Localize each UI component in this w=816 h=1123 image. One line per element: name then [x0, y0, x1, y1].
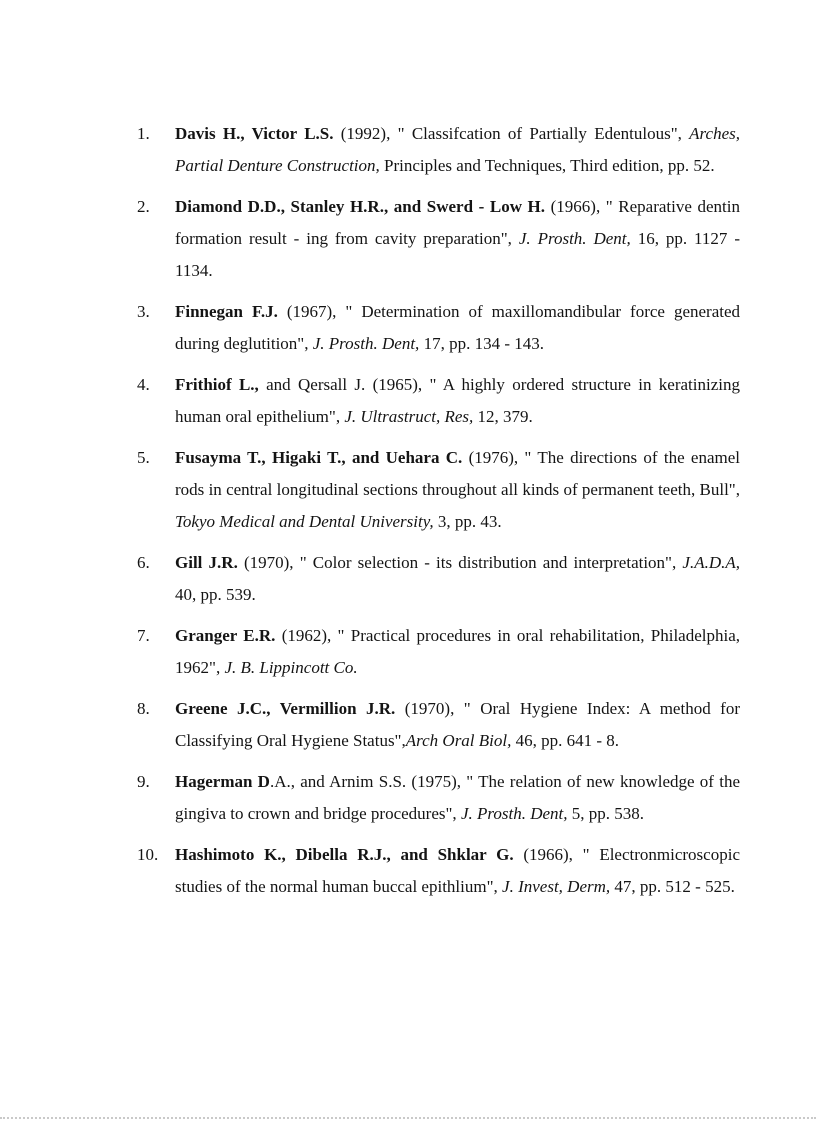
reference-number: 2. — [137, 197, 150, 216]
reference-text-segment: (1970), " Color selection - its distribution and interpretation", — [237, 553, 683, 572]
reference-text-segment: Gill J.R. — [175, 553, 238, 572]
reference-text-segment: Diamond D.D., Stanley H.R., and Swerd - Low H. — [175, 197, 546, 216]
reference-text-segment: 47, pp. 512 - 525. — [610, 877, 735, 896]
reference-text — [175, 620, 740, 684]
reference-text — [175, 693, 740, 757]
reference-text-segment: J.A.D.A, — [682, 553, 740, 572]
reference-item — [137, 296, 740, 360]
reference-text — [175, 118, 740, 182]
reference-text-segment: Finnegan F.J. — [175, 302, 278, 321]
reference-text — [175, 442, 740, 538]
reference-text-segment: 16, pp. 1127 - 1134. — [175, 229, 740, 280]
reference-number: 4. — [137, 375, 150, 394]
reference-number: 5. — [137, 448, 150, 467]
reference-number: 9. — [137, 772, 150, 791]
reference-text-segment: (1962), " Practical procedures in oral rehabilitation, Philadelphia, 1962", — [175, 626, 740, 677]
reference-text-segment: 3, pp. 43. — [433, 512, 502, 531]
reference-item — [137, 839, 740, 903]
reference-text — [175, 296, 740, 360]
reference-text-segment: (1966), " Reparative dentin formation result - ing from cavity preparation", — [175, 197, 740, 248]
reference-text-segment: J. B. Lippincott Co. — [224, 658, 358, 677]
reference-text-segment: 40, pp. 539. — [175, 585, 256, 604]
reference-text-segment: (1992), " Classifcation of Partially Edentulous", — [333, 124, 690, 143]
reference-text-segment: 17, pp. 134 - 143. — [419, 334, 544, 353]
reference-text-segment: Frithiof L., — [175, 375, 259, 394]
reference-text-segment: Granger E.R. — [175, 626, 276, 645]
reference-text-segment: 12, 379. — [473, 407, 533, 426]
reference-number: 8. — [137, 699, 150, 718]
reference-text-segment: J. Prosth. Dent, — [518, 229, 631, 248]
reference-item — [137, 369, 740, 433]
reference-text-segment: Fusayma T., Higaki T., and Uehara C. — [175, 448, 463, 467]
reference-text — [175, 766, 740, 830]
reference-item — [137, 118, 740, 182]
reference-item — [137, 547, 740, 611]
reference-item — [137, 191, 740, 287]
reference-number: 6. — [137, 553, 150, 572]
reference-item — [137, 620, 740, 684]
reference-text-segment: Davis H., Victor L.S. — [175, 124, 334, 143]
reference-text-segment: J. Invest, Derm, — [502, 877, 611, 896]
reference-number: 7. — [137, 626, 150, 645]
reference-text-segment: Arch Oral Biol, — [405, 731, 512, 750]
reference-item — [137, 442, 740, 538]
reference-text-segment: (1970), " Oral Hygiene Index: A method for Classifying Oral Hygiene Status", — [175, 699, 740, 750]
reference-number: 3. — [137, 302, 150, 321]
reference-text-segment: .A., and Arnim S.S. (1975), " The relation of new knowledge of the gingiva to crown and bridge procedures", — [175, 772, 740, 823]
reference-list — [137, 118, 740, 912]
reference-item — [137, 766, 740, 830]
reference-text-segment: Hagerman D — [175, 772, 270, 791]
reference-text-segment: 5, pp. 538. — [567, 804, 644, 823]
reference-text-segment: 46, pp. 641 - 8. — [511, 731, 620, 750]
reference-text — [175, 547, 740, 611]
reference-text — [175, 369, 740, 433]
reference-text-segment: (1967), " Determination of maxillomandibular force generated during deglutition", — [175, 302, 741, 353]
reference-text-segment: Tokyo Medical and Dental University, — [175, 512, 434, 531]
reference-text-segment: Greene J.C., Vermillion J.R. — [175, 699, 396, 718]
reference-item — [137, 693, 740, 757]
reference-text — [175, 839, 740, 903]
reference-text-segment: Principles and Techniques, Third edition, pp. 52. — [379, 156, 715, 175]
reference-text — [175, 191, 740, 287]
reference-number: 10. — [137, 845, 159, 864]
reference-text-segment: Hashimoto K., Dibella R.J., and Shklar G. — [175, 845, 514, 864]
reference-text-segment: J. Prosth. Dent, — [460, 804, 568, 823]
reference-text-segment: J. Prosth. Dent, — [312, 334, 420, 353]
reference-number: 1. — [137, 124, 150, 143]
reference-text-segment: and Qersall J. (1965), " A highly ordered structure in keratinizing human oral epithelium", — [175, 375, 740, 426]
reference-text-segment: (1976), " The directions of the enamel rods in central longitudinal sections throughout all kinds of permanent teeth, Bull", — [175, 448, 740, 499]
reference-text-segment: J. Ultrastruct, Res, — [344, 407, 474, 426]
reference-text-segment: (1966), " Electronmicroscopic studies of the normal human buccal epithlium", — [175, 845, 740, 896]
page-bottom-dotted-line — [0, 1117, 816, 1119]
reference-text-segment: Arches, Partial Denture Construction, — [175, 124, 740, 175]
